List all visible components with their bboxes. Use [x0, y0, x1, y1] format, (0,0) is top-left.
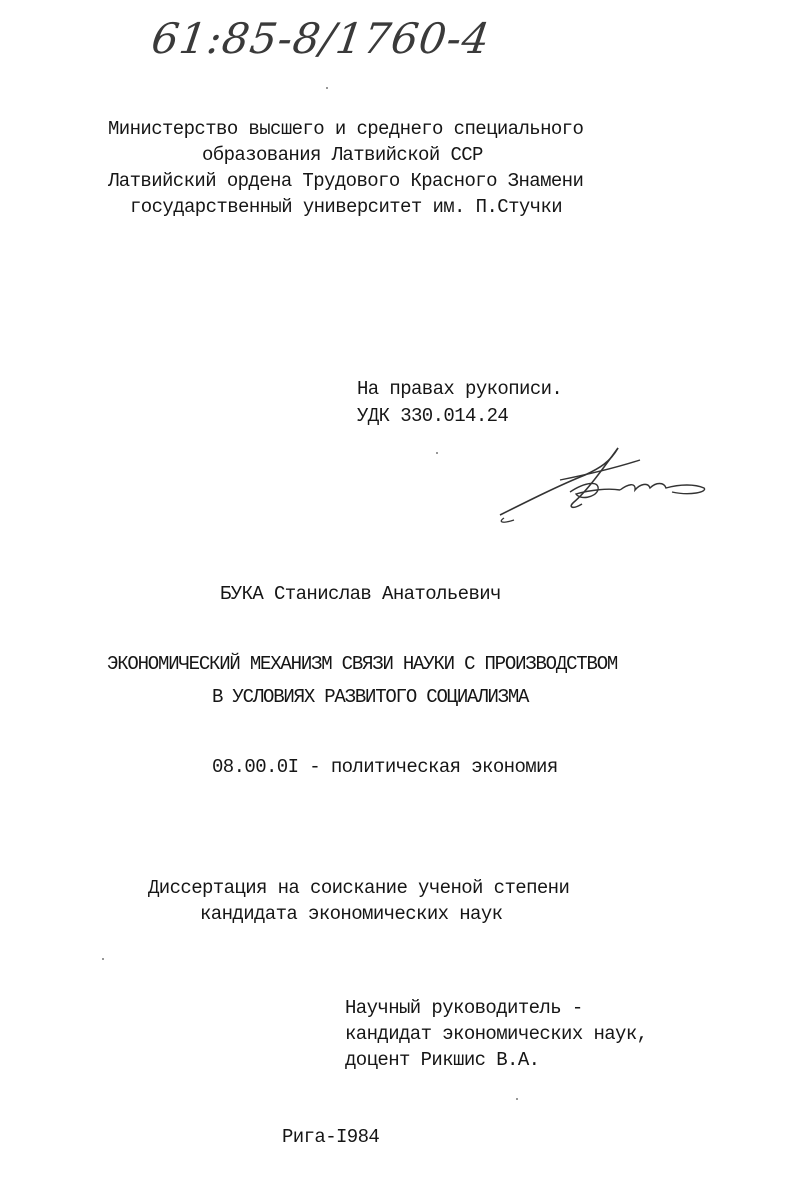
archive-number-handwritten: 61:85-8/1760-4	[148, 14, 494, 63]
dissertation-degree-line-1: Диссертация на соискание ученой степени	[148, 877, 570, 899]
signature	[490, 440, 720, 530]
institution-line-3: Латвийский ордена Трудового Красного Знамени	[108, 170, 584, 192]
institution-line-1: Министерство высшего и среднего специального	[108, 118, 584, 140]
scan-speck	[516, 1098, 518, 1100]
place-and-year: Рига-I984	[282, 1126, 380, 1148]
dissertation-title-line-1: ЭКОНОМИЧЕСКИЙ МЕХАНИЗМ СВЯЗИ НАУКИ С ПРОИЗВОДСТВОМ	[107, 653, 618, 675]
specialty-code: 08.00.0I - политическая экономия	[212, 756, 558, 778]
dissertation-degree-line-2: кандидата экономических наук	[200, 903, 503, 925]
supervisor-line-1: Научный руководитель -	[345, 997, 583, 1019]
supervisor-line-2: кандидат экономических наук,	[345, 1023, 648, 1045]
manuscript-rights: На правах рукописи.	[357, 378, 563, 400]
dissertation-title-line-2: В УСЛОВИЯХ РАЗВИТОГО СОЦИАЛИЗМА	[212, 686, 529, 708]
institution-line-2: образования Латвийской ССР	[202, 144, 483, 166]
scan-speck	[436, 452, 438, 454]
scan-speck	[102, 958, 104, 960]
udc-code: УДК 330.014.24	[357, 405, 509, 427]
institution-line-4: государственный университет им. П.Стучки	[130, 196, 563, 218]
scan-speck	[326, 87, 328, 89]
supervisor-line-3: доцент Рикшис В.А.	[345, 1049, 540, 1071]
author-name: БУКА Станислав Анатольевич	[220, 583, 501, 605]
